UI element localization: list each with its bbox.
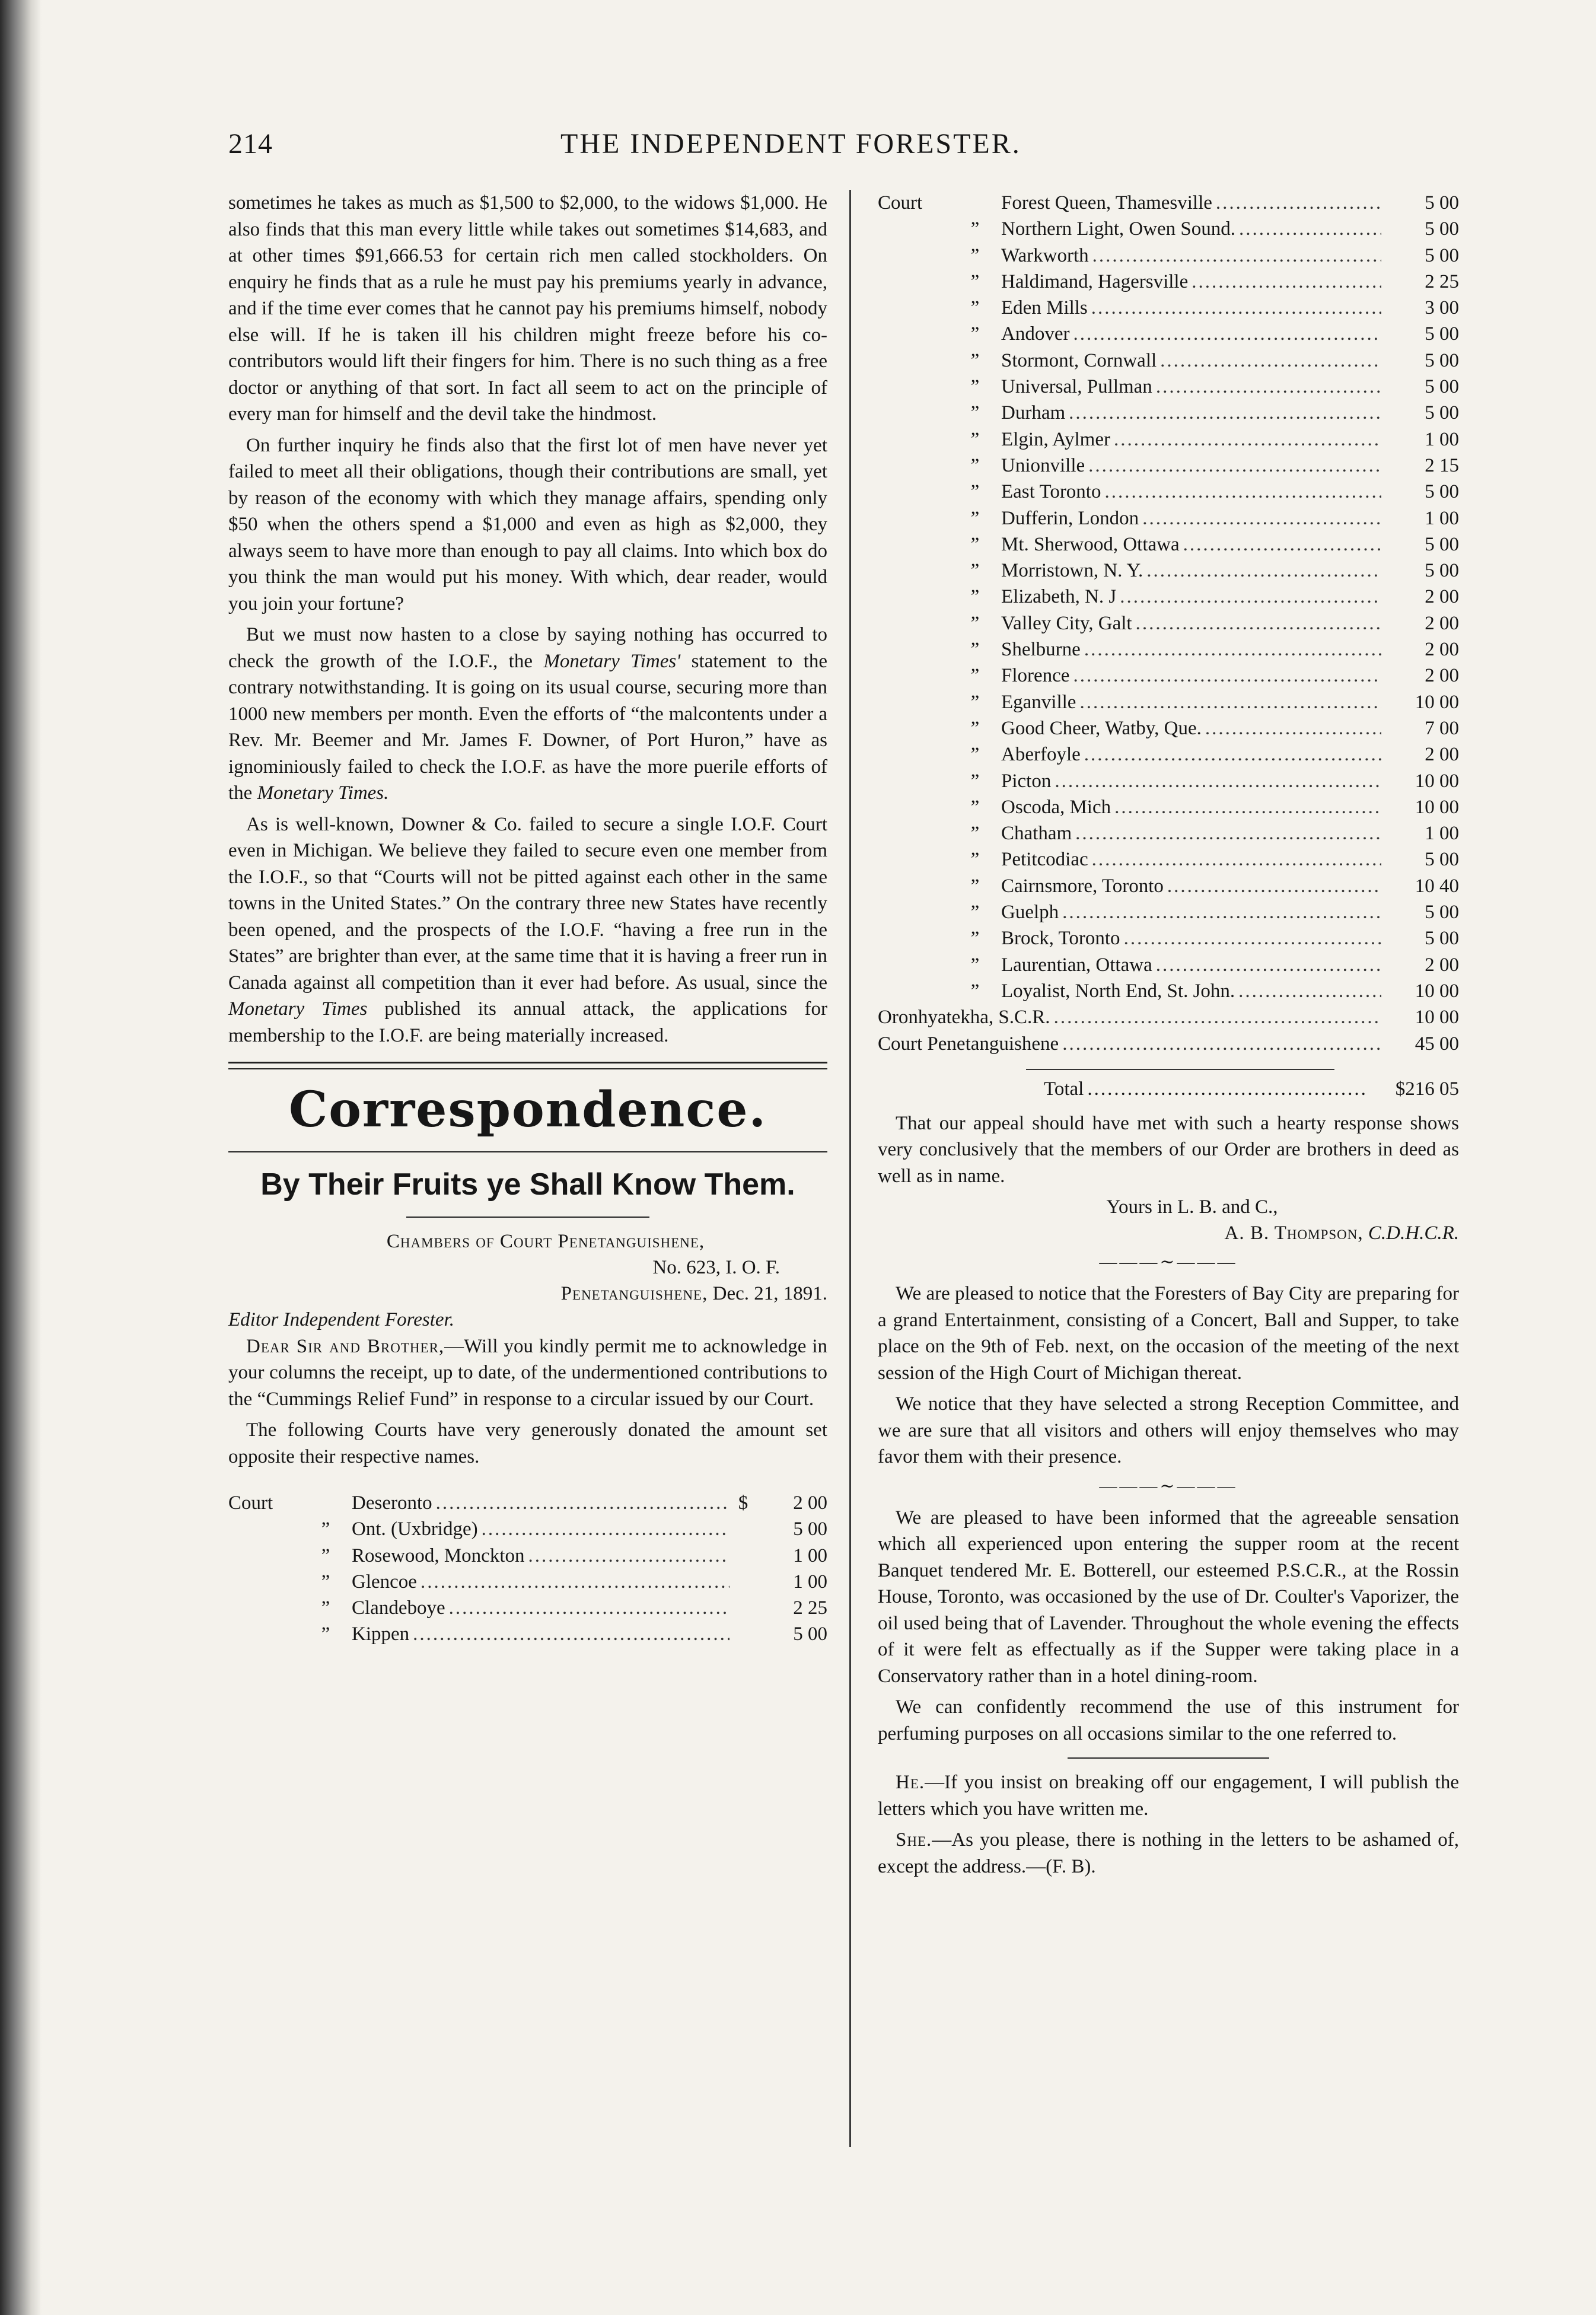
ledger-row <box>878 558 1459 584</box>
donation-ledger <box>228 1490 827 1648</box>
leader-dots <box>1156 374 1381 400</box>
article-paragraph: As is well-known, Downer & Co. failed to secure a single I.O.F. Court even in Michigan. We believe they failed to secure even one member from the I.O.F., so that “Courts will not be pitted against each other in the same towns in the United States.” On the contrary three new States have recently been opened, and the prospects of the I.O.F. “having a free run in the States” are brighter than ever, at the same time that it is having a freer run in Canada against all competition than it ever had before. As usual, since the Monetary Times published its annual attack, the applications for membership to the I.O.F. are being materially increased. <box>228 813 827 1046</box>
ditto-mark: ” <box>970 665 980 687</box>
ledger-row <box>878 925 1459 951</box>
ditto-mark: ” <box>970 560 980 582</box>
leader-dots <box>1205 715 1381 741</box>
ledger-row <box>878 610 1459 636</box>
ledger-amount: 10 00 <box>1415 796 1459 818</box>
ledger-court-label: Oronhyatekha, S.C.R. <box>878 1007 1050 1028</box>
page-binding-shadow <box>0 0 42 2315</box>
article-paragraph: On further inquiry he finds also that the first lot of men have never yet failed to meet all their obligations, though their contributions are small, yet by reason of the economy with which they manage affairs, spending only $50 when the others spend a $1,000 and even as high as $2,000, they always seem to have more than enough to pay all claims. Into which box do you think the man would put his money. With which, dear reader, would you join your fortune? <box>228 434 827 614</box>
leader-dots <box>1075 820 1381 846</box>
ledger-court-name: Deseronto <box>352 1492 432 1514</box>
ditto-mark: ” <box>970 270 980 292</box>
ledger-amount: 5 00 <box>1425 244 1459 266</box>
publication-name: Monetary Times. <box>257 782 389 804</box>
ledger-court-name: Ont. (Uxbridge) <box>352 1518 478 1540</box>
ledger-court-label: Court Penetanguishene <box>878 1033 1059 1055</box>
leader-dots <box>1088 453 1381 479</box>
ditto-mark: ” <box>970 717 980 739</box>
section-rule <box>228 1151 827 1152</box>
ledger-court-name: East Toronto <box>1001 481 1101 503</box>
ledger-amount: 2 00 <box>1425 954 1459 976</box>
ledger-court-name: Warkworth <box>1001 244 1089 266</box>
ledger-row <box>878 190 1459 216</box>
ledger-court-name: Eden Mills <box>1001 297 1088 319</box>
leader-dots <box>1239 216 1381 242</box>
letter-sender: Chambers of Court Penetanguishene, <box>386 1231 705 1252</box>
leader-dots <box>1062 899 1381 925</box>
ditto-mark: ” <box>970 849 980 871</box>
ledger-row <box>878 715 1459 741</box>
ledger-amount: 5 00 <box>1425 218 1459 240</box>
leader-dots <box>482 1516 729 1542</box>
ledger-row <box>878 689 1459 715</box>
ledger-amount: 1 00 <box>1425 823 1459 845</box>
ledger-amount: 10 40 <box>1415 875 1459 897</box>
ledger-amount: 5 00 <box>1425 902 1459 924</box>
ditto-mark: ” <box>970 323 980 345</box>
ditto-mark: ” <box>970 244 980 266</box>
ledger-amount: 2 00 <box>1425 639 1459 661</box>
section-title: Correspondence. <box>288 1081 767 1138</box>
ditto-mark: ” <box>970 980 980 1002</box>
ledger-court-name: Picton <box>1001 770 1052 792</box>
ledger-row <box>878 321 1459 347</box>
ledger-row <box>878 531 1459 558</box>
donation-total <box>878 1076 1459 1102</box>
ledger-row <box>228 1569 827 1595</box>
ledger-court-name: Shelburne <box>1001 639 1081 661</box>
running-title: THE INDEPENDENT FORESTER. <box>560 128 1021 160</box>
ditto-mark: ” <box>970 691 980 713</box>
ledger-row <box>878 426 1459 453</box>
leader-dots <box>1073 663 1381 689</box>
ledger-amount: 2 00 <box>1425 612 1459 634</box>
ditto-mark: ” <box>970 297 980 319</box>
article-paragraph: That our appeal should have met with such a hearty response shows very conclusively that the members of our Order are brothers in deed as well as in name. <box>878 1112 1459 1187</box>
ledger-row <box>878 216 1459 242</box>
ledger-court-name: Durham <box>1001 402 1066 424</box>
ledger-court-name: Haldimand, Hagersville <box>1001 270 1189 292</box>
news-paragraph: We are pleased to have been informed that the agreeable sensation which all experienced upon entering the supper room at the recent Banquet tendered Mr. E. Botterell, our esteemed P.S.C.R., at the Rossin House, Toronto, was occasioned by the use of Dr. Coulter's Vaporizer, the oil used being that of Lavender. Throughout the whole evening the effects of it were felt as effectually as if the Supper were taking place in a Conservatory rather than in a hotel dining-room. <box>878 1507 1459 1687</box>
ledger-row <box>878 505 1459 531</box>
ditto-mark: ” <box>970 612 980 634</box>
ledger-amount: 7 00 <box>1425 717 1459 739</box>
ledger-row <box>878 978 1459 1004</box>
ledger-court-name: Oscoda, Mich <box>1001 796 1111 818</box>
short-rule <box>406 1217 649 1218</box>
ledger-row <box>878 453 1459 479</box>
ditto-mark: ” <box>970 586 980 608</box>
right-column <box>878 190 1459 1884</box>
ditto-mark: ” <box>970 402 980 424</box>
news-paragraph: We can confidently recommend the use of this instrument for perfuming purposes on all occasions similar to the one referred to. <box>878 1696 1459 1744</box>
total-label: Total <box>1044 1078 1084 1100</box>
leader-dots <box>528 1543 730 1569</box>
ditto-mark: ” <box>970 533 980 555</box>
letter-signature: A. B. Thompson, C.D.H.C.R. <box>1224 1222 1459 1244</box>
letter-closing: Yours in L. B. and C., <box>1106 1196 1278 1218</box>
ledger-amount: 1 00 <box>1425 507 1459 529</box>
ledger-amount: 2 00 <box>793 1492 827 1514</box>
ledger-amount: 5 00 <box>1425 376 1459 398</box>
ditto-mark: ” <box>970 928 980 950</box>
ledger-row <box>228 1595 827 1621</box>
ledger-amount: 5 00 <box>1425 560 1459 582</box>
ledger-row <box>878 1031 1459 1057</box>
ledger-amount: 2 00 <box>1425 586 1459 608</box>
ledger-court-name: Brock, Toronto <box>1001 928 1120 950</box>
ledger-amount: 5 00 <box>1425 192 1459 214</box>
leader-dots <box>1238 978 1381 1004</box>
ledger-amount: 5 00 <box>1425 481 1459 503</box>
ditto-mark: ” <box>321 1518 330 1540</box>
ledger-court-name: Elizabeth, N. J <box>1001 586 1117 608</box>
ledger-amount: 2 25 <box>1425 270 1459 292</box>
ledger-row <box>878 873 1459 899</box>
ditto-mark: ” <box>970 349 980 371</box>
letter-paragraph: Dear Sir and Brother,—Will you kindly permit me to acknowledge in your columns the receipt, up to date, of the undermentioned contributions to the “Cummings Relief Fund” in response to a circular issued by our Court. <box>228 1335 827 1410</box>
ledger-court-name: Kippen <box>352 1623 410 1645</box>
ledger-row <box>878 663 1459 689</box>
ledger-court-name: Stormont, Cornwall <box>1001 349 1157 371</box>
leader-dots <box>1084 741 1381 768</box>
ledger-court-name: Clandeboye <box>352 1597 445 1619</box>
ledger-amount: 1 00 <box>1425 428 1459 450</box>
ditto-mark: ” <box>970 875 980 897</box>
total-amount: $216 05 <box>1395 1078 1459 1100</box>
ledger-court-name: Valley City, Galt <box>1001 612 1132 634</box>
ditto-mark: ” <box>970 823 980 845</box>
ditto-mark: ” <box>970 796 980 818</box>
ledger-row <box>878 269 1459 295</box>
ditto-mark: ” <box>970 507 980 529</box>
ledger-amount: 5 00 <box>793 1518 827 1540</box>
article-paragraph: sometimes he takes as much as $1,500 to $2,000, to the widows $1,000. He also finds that this man every little while takes out sometimes $14,683, and at other times $91,666.53 for certain rich men called stockholders. On enquiry he finds that as a rule he must pay his premiums yearly in advance, and if the time ever comes that he cannot pay his premiums himself, nobody else will. If he is taken ill his children might freeze before his co-contributors would lift their fingers for him. There is no such thing as a free doctor or anything of that sort. In fact all seem to act on the principle of every man for himself and the devil take the hindmost. <box>228 192 827 425</box>
ledger-court-name: Morristown, N. Y. <box>1001 560 1143 582</box>
ledger-court-name: Glencoe <box>352 1571 417 1593</box>
ledger-row <box>878 636 1459 663</box>
ledger-court-name: Cairnsmore, Toronto <box>1001 875 1164 897</box>
ditto-mark: ” <box>970 481 980 503</box>
ledger-court-name: Elgin, Aylmer <box>1001 428 1110 450</box>
leader-dots <box>1156 952 1381 978</box>
leader-dots <box>1114 794 1381 820</box>
leader-dots <box>413 1621 729 1647</box>
publication-name: Monetary Times <box>228 998 368 1020</box>
leader-dots <box>1142 505 1381 531</box>
ledger-row <box>878 400 1459 426</box>
joke-paragraph: She.—As you please, there is nothing in the letters to be ashamed of, except the address.—(F. B). <box>878 1829 1459 1877</box>
ledger-amount: 2 25 <box>793 1597 827 1619</box>
ditto-mark: ” <box>970 428 980 450</box>
leader-dots <box>1079 689 1381 715</box>
leader-dots <box>1167 873 1381 899</box>
ditto-mark: ” <box>321 1597 330 1619</box>
article-paragraph: But we must now hasten to a close by saying nothing has occurred to check the growth of the I.O.F., the Monetary Times' statement to the contrary notwithstanding. It is going on its usual course, securing more than 1000 new members per month. Even the efforts of “the malcontents under a Rev. Mr. Beemer and Mr. James F. Downer, of Port Huron,” have as ignominiously failed to check the I.O.F. as have the more puerile efforts of the Monetary Times. <box>228 624 827 804</box>
ledger-row <box>878 584 1459 610</box>
short-rule <box>1068 1757 1269 1759</box>
ditto-mark: ” <box>321 1545 330 1566</box>
ditto-mark: ” <box>970 639 980 661</box>
ledger-amount: 2 15 <box>1425 454 1459 476</box>
leader-dots <box>1192 269 1381 295</box>
leader-dots <box>1216 190 1381 216</box>
leader-dots <box>1062 1031 1381 1057</box>
ledger-court-name: Forest Queen, Thamesville <box>1001 192 1212 214</box>
ditto-mark: ” <box>970 454 980 476</box>
ledger-row <box>878 348 1459 374</box>
ditto-mark: ” <box>970 376 980 398</box>
ledger-amount: 5 00 <box>1425 323 1459 345</box>
ledger-row <box>878 741 1459 768</box>
donation-ledger <box>878 190 1459 1057</box>
letter-dateline: Penetanguishene, Dec. 21, 1891. <box>560 1283 827 1304</box>
ledger-amount: 1 00 <box>793 1571 827 1593</box>
leader-dots <box>1120 584 1381 610</box>
ledger-court-name: Aberfoyle <box>1001 744 1081 766</box>
news-paragraph: We are pleased to notice that the Foresters of Bay City are preparing for a grand Entertainment, consisting of a Concert, Ball and Supper, to take place on the 9th of Feb. next, on the occasion of the meeting of the next session of the High Court of Michigan thereat. <box>878 1283 1459 1384</box>
ledger-row <box>878 794 1459 820</box>
total-rule <box>1026 1069 1334 1070</box>
leader-dots <box>1073 321 1381 347</box>
ledger-amount: 5 00 <box>1425 849 1459 871</box>
ledger-row <box>878 295 1459 321</box>
section-rule <box>228 1062 827 1069</box>
ledger-amount: 10 00 <box>1415 1007 1459 1028</box>
ditto-mark: ” <box>970 744 980 766</box>
leader-dots <box>1104 479 1381 505</box>
leader-dots <box>1092 846 1381 872</box>
ditto-mark: ” <box>970 954 980 976</box>
ledger-court-label: Court <box>228 1492 273 1514</box>
ledger-row <box>878 952 1459 978</box>
ledger-row <box>228 1516 827 1542</box>
ledger-amount: 5 00 <box>1425 928 1459 950</box>
ledger-amount: 1 00 <box>793 1545 827 1566</box>
ledger-court-name: Loyalist, North End, St. John. <box>1001 980 1235 1002</box>
leader-dots <box>1136 610 1381 636</box>
page-number: 214 <box>228 128 273 160</box>
publication-name: Monetary Times' <box>543 650 681 672</box>
ledger-court-name: Guelph <box>1001 902 1059 924</box>
news-paragraph: We notice that they have selected a strong Reception Committee, and we are sure that all visitors and others will enjoy themselves who may favor them with their presence. <box>878 1393 1459 1468</box>
ledger-amount: 3 00 <box>1425 297 1459 319</box>
ledger-court-name: Chatham <box>1001 823 1072 845</box>
leader-dots <box>1054 1004 1381 1030</box>
ledger-court-name: Andover <box>1001 323 1070 345</box>
ditto-mark: ” <box>321 1623 330 1645</box>
page-header <box>228 128 1453 175</box>
letter-court-number: No. 623, I. O. F. <box>652 1257 780 1278</box>
leader-dots <box>449 1595 729 1621</box>
column-divider <box>849 190 851 2147</box>
ledger-court-name: Florence <box>1001 665 1070 687</box>
ledger-court-name: Dufferin, London <box>1001 507 1139 529</box>
leader-dots <box>1160 348 1381 374</box>
ditto-mark: ” <box>970 770 980 792</box>
ledger-court-label: Court <box>878 192 923 214</box>
left-column <box>228 190 827 1648</box>
ledger-court-name: Mt. Sherwood, Ottawa <box>1001 533 1180 555</box>
ledger-court-name: Universal, Pullman <box>1001 376 1152 398</box>
leader-dots <box>1114 426 1381 453</box>
ledger-row <box>878 820 1459 846</box>
currency-sign: $ <box>738 1492 748 1514</box>
divider-flourish: ———∼——— <box>1099 1252 1238 1272</box>
ledger-amount: 5 00 <box>1425 533 1459 555</box>
ledger-row <box>878 1004 1459 1030</box>
leader-dots <box>1124 925 1381 951</box>
ledger-row <box>878 768 1459 794</box>
ledger-court-name: Petitcodiac <box>1001 849 1088 871</box>
ledger-court-name: Eganville <box>1001 691 1076 713</box>
ledger-row <box>878 479 1459 505</box>
leader-dots <box>436 1490 729 1516</box>
leader-dots <box>1183 531 1381 558</box>
ledger-court-name: Northern Light, Owen Sound. <box>1001 218 1236 240</box>
ledger-court-name: Good Cheer, Watby, Que. <box>1001 717 1202 739</box>
letter-paragraph: The following Courts have very generously donated the amount set opposite their respective names. <box>228 1419 827 1467</box>
ditto-mark: ” <box>321 1571 330 1593</box>
ledger-court-name: Laurentian, Ottawa <box>1001 954 1152 976</box>
ledger-court-name: Unionville <box>1001 454 1085 476</box>
ledger-amount: 10 00 <box>1415 691 1459 713</box>
ledger-row <box>878 243 1459 269</box>
leader-dots <box>1069 400 1381 426</box>
leader-dots <box>1092 243 1381 269</box>
letter-headline: By Their Fruits ye Shall Know Them. <box>260 1167 795 1202</box>
leader-dots <box>1084 636 1381 663</box>
ditto-mark: ” <box>970 218 980 240</box>
letter-recipient: Editor Independent Forester. <box>228 1309 454 1330</box>
ledger-amount: 5 00 <box>1425 402 1459 424</box>
ledger-amount: 2 00 <box>1425 665 1459 687</box>
leader-dots <box>1091 295 1381 321</box>
ledger-amount: 5 00 <box>1425 349 1459 371</box>
ditto-mark: ” <box>970 902 980 924</box>
divider-flourish: ———∼——— <box>1099 1476 1238 1496</box>
ledger-row <box>228 1543 827 1569</box>
joke-paragraph: He.—If you insist on breaking off our engagement, I will publish the letters which you have written me. <box>878 1772 1459 1820</box>
ledger-amount: 45 00 <box>1415 1033 1459 1055</box>
ledger-row <box>878 846 1459 872</box>
leader-dots <box>420 1569 729 1595</box>
ledger-row <box>228 1621 827 1647</box>
ledger-amount: 2 00 <box>1425 744 1459 766</box>
leader-dots <box>1146 558 1381 584</box>
ledger-amount: 5 00 <box>793 1623 827 1645</box>
leader-dots <box>1055 768 1381 794</box>
ledger-row <box>878 374 1459 400</box>
ledger-court-name: Rosewood, Monckton <box>352 1545 525 1566</box>
ledger-row <box>228 1490 827 1516</box>
ledger-amount: 10 00 <box>1415 980 1459 1002</box>
ledger-row <box>878 899 1459 925</box>
ledger-amount: 10 00 <box>1415 770 1459 792</box>
